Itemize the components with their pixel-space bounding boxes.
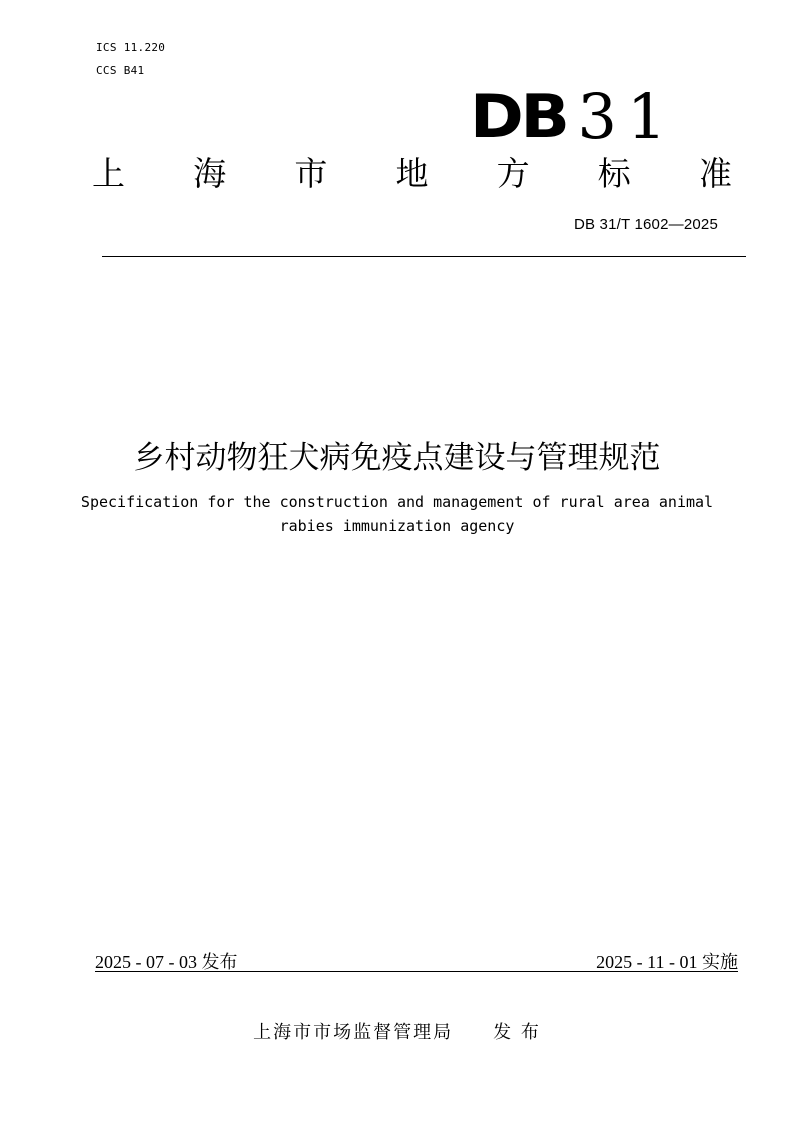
ccs-code: CCS B41 xyxy=(96,64,145,77)
standard-type-char: 方 xyxy=(496,154,530,193)
standard-type-char: 上 xyxy=(92,154,125,193)
ics-code: ICS 11.220 xyxy=(96,41,166,54)
header-divider xyxy=(102,256,746,257)
date-divider xyxy=(95,971,738,972)
logo-prefix: DB xyxy=(470,82,567,152)
publisher-line xyxy=(0,1020,794,1046)
document-title-english xyxy=(0,490,794,538)
standard-type-char: 标 xyxy=(597,154,631,193)
standard-type-title xyxy=(92,152,732,196)
standard-type-char: 海 xyxy=(193,154,227,193)
implementation-date: 2025 - 11 - 01 实施 xyxy=(596,952,738,972)
logo-number: 31 xyxy=(577,80,677,153)
standard-number: DB 31/T 1602—2025 xyxy=(573,216,718,233)
standard-type-char: 地 xyxy=(395,154,429,193)
publisher-name: 上海市市场监督管理局 xyxy=(253,1022,454,1043)
document-title-chinese: 乡村动物狂犬病免疫点建设与管理规范 xyxy=(133,440,661,476)
standard-type-char: 准 xyxy=(698,154,732,193)
english-title-line-2: rabies immunization agency xyxy=(279,517,515,535)
db31-logo xyxy=(470,80,677,153)
publish-action: 发 布 xyxy=(493,1022,541,1043)
english-title-line-1: Specification for the construction and management of rural area animal xyxy=(80,493,714,511)
standard-type-char: 市 xyxy=(294,154,328,193)
issue-date: 2025 - 07 - 03 发布 xyxy=(95,952,238,972)
